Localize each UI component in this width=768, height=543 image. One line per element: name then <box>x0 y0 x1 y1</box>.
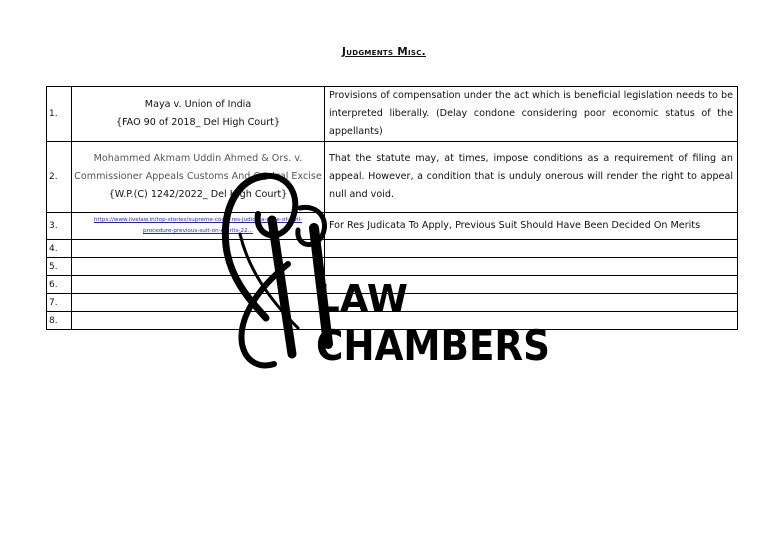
row-number: 5. <box>47 258 72 276</box>
row-number: 8. <box>47 312 72 330</box>
case-citation: {W.P.(C) 1242/2022_ Del High Court} <box>108 189 288 200</box>
row-number: 7. <box>47 294 72 312</box>
case-citation: {FAO 90 of 2018_ Del High Court} <box>115 117 281 128</box>
principle-cell: For Res Judicata To Apply, Previous Suit Should Have Been Decided On Merits <box>325 213 738 240</box>
watermark-line1: LAW <box>316 277 408 321</box>
row-number: 2. <box>47 142 72 213</box>
case-link[interactable]: https://www.livelaw.in/top-stories/supreme-court-res-judicata-code-of-civil-procedure-previous-suit-on-merits-22... <box>93 217 303 234</box>
row-number: 4. <box>47 240 72 258</box>
law-chambers-watermark <box>218 168 558 378</box>
row-number: 1. <box>47 87 72 142</box>
row-number: 3. <box>47 213 72 240</box>
watermark-line2: CHAMBERS <box>316 321 550 370</box>
case-cell <box>72 87 325 142</box>
case-title: Mohammed Akmam Uddin Ahmed & Ors. v. <box>93 153 303 164</box>
page-title: Judgments Misc. <box>342 46 426 58</box>
table-row <box>47 87 738 142</box>
stylized-figure-logo-icon <box>225 176 328 366</box>
principle-cell: Provisions of compensation under the act which is beneficial legislation needs to be interpreted liberally. (Delay condone considering poor economic status of the appellants) <box>325 87 738 142</box>
case-title-cont: Commissioner Appeals Customs And Central Excise <box>74 171 322 182</box>
principle-cell: That the statute may, at times, impose conditions as a requirement of filing an appeal. However, a condition that is unduly onerous will render the right to appeal null and void. <box>325 142 738 213</box>
row-number: 6. <box>47 276 72 294</box>
case-title: Maya v. Union of India <box>144 99 252 110</box>
